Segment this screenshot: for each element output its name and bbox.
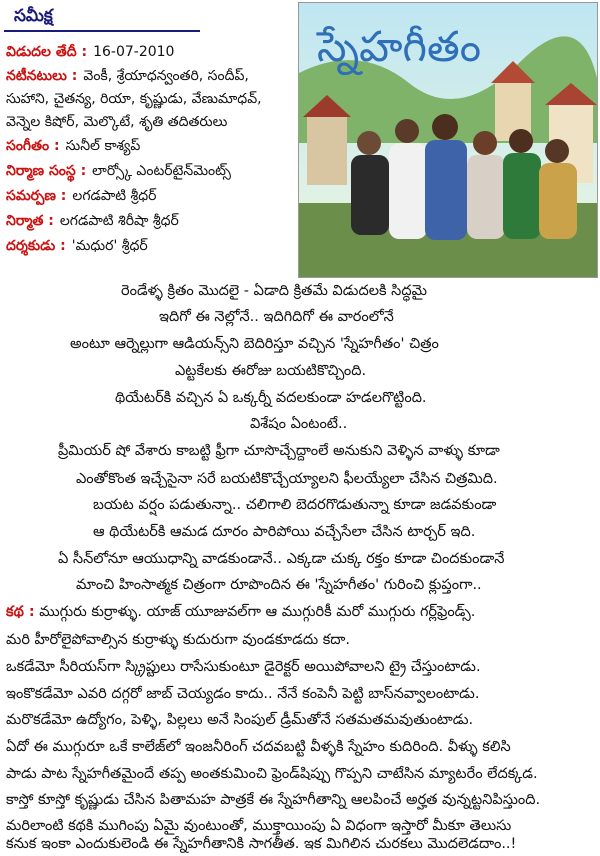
release-label: విడుదల తేదీ : [6, 44, 88, 60]
music-value: సునీల్ కాశ్యప్ [65, 138, 141, 154]
presenter-label: సమర్పణ : [6, 188, 67, 204]
story-line: ఏదో ఈ ముగ్గురూ ఒకే కాలేజ్‌లో ఇంజనీరింగ్ చదవబట్టి వీళ్ళకి స్నేహం కుదిరింది. వీళ్ళు కలిసి [6, 739, 511, 755]
producer-label: నిర్మాత : [6, 213, 54, 229]
director-label: దర్శకుడు : [6, 238, 66, 254]
story-line: పాడు పాట స్నేహగీతమైందే తప్ప అంతకుమించి ఫ్రెండ్‌షిప్పు గొప్పని చాటేసిన మ్యాటరేం లేదక్కడ. [6, 766, 538, 782]
intro-line: ఇదిగో ఈ నెల్లోనే.. ఇదిగిదిగో ఈ వారంలోనే [159, 309, 394, 325]
intro-line: ఎంతోకొంత ఇచ్చేసైనా సరే బయటికొచ్చేయ్యాలని ఫీలయ్యేలా చేసిన చిత్రమిది. [76, 471, 498, 487]
intro-line: ఆ థియేటర్‌కి ఆమడ దూరం పారిపోయి వచ్చేసేలా చేసిన టార్చర్ ఇది. [93, 524, 476, 540]
cast-label: నటీనటులు : [6, 68, 78, 84]
intro-line: బయట వర్షం పడుతున్నా.. చలిగాలి బెదరగొడుతున్నా కూడా జడవకుండా [93, 497, 497, 513]
intro-line: విశేషం ఏంటంటే.. [250, 416, 348, 432]
cast-value-3: వెన్నెల కిషోర్, మెల్కొటే, శృతి తదితరులు [6, 114, 228, 130]
intro-line: థియేటర్‌కి వచ్చిన ఏ ఒక్కర్నీ వదలకుండా హడలగొట్టింది. [115, 390, 427, 406]
story-line: మరొకడేమో ఉద్యోగం, పెళ్ళి, పిల్లలు అనే సింపుల్ డ్రీమ్‌తోనే సతమతమవుతుంటాడు. [6, 712, 474, 728]
music-label: సంగీతం : [6, 138, 60, 154]
story-line: మరి హీరోలైపోవాల్సిన కుర్రాళ్ళు కుదురుగా వుండకూడదు కదా. [6, 632, 350, 648]
intro-line: ఎట్టకేలకు ఈరోజు బయటికొచ్చింది. [175, 363, 367, 379]
intro-line: ప్రీమియర్ షో వేశారు కాబట్టి ఫ్రీగా చూసొచ్చేద్దాంలే అనుకుని వెళ్ళిన వాళ్ళు కూడా [58, 443, 500, 459]
production-label: నిర్మాణ సంస్థ : [6, 163, 87, 179]
intro-line: ఏ సీన్‌లోనూ ఆయుధాన్ని వాడకుండానే.. ఎక్కడా చుక్క రక్తం కూడా చిందకుండానే [58, 551, 505, 567]
production-value: లార్స్కో ఎంటర్‌టైన్‌మెంట్స్ [92, 163, 231, 179]
story-label: కథ : [6, 604, 35, 620]
cast-value-1: వెంకీ, శ్రేయాధన్వంతరి, సందీప్, [83, 68, 249, 84]
poster-title: స్నేహగీతం [317, 22, 482, 71]
producer-value: లగడపాటి శిరీషా శ్రీధర్ [59, 213, 179, 229]
release-value: 16-07-2010 [93, 44, 175, 60]
director-value: 'మధుర' శ్రీధర్ [71, 238, 148, 254]
story-line: ఇంకొకడేమో ఎవరి దగ్గరో జాబ్ చెయ్యడం కాదు.. నేనే కంపెనీ పెట్టి బాస్‌నవ్వాలంటాడు. [6, 686, 480, 702]
review-title: సమీక్ష [14, 6, 53, 26]
cast-value-2: సుహాని, చైతన్య, రియా, కృష్ణుడు, వేణుమాధవ్, [6, 91, 262, 107]
intro-line: మాంచి హింసాత్మక చిత్రంగా రూపొందిన ఈ 'స్నేహగీతం' గురించి క్లుప్తంగా.. [76, 577, 482, 593]
intro-line: రెండేళ్ళ క్రితం మొదలై - ఏడాది క్రితమే విడుదలకి సిద్ధమై [121, 283, 427, 299]
presenter-value: లగడపాటి శ్రీధర్ [72, 188, 157, 204]
story-line-first [6, 604, 475, 624]
story-line: కాస్తో కూస్తో కృష్ణుడు చేసిన పితామహ పాత్రకే ఈ స్నేహగీతాన్ని ఆలపించే అర్హత వున్నట్టనిపిస్తుంది. [6, 792, 541, 808]
story-first-text: ముగ్గురు కుర్రాళ్ళు. యాజ్ యూజువల్‌గా ఆ ముగ్గురికీ మరో ముగ్గురు గర్ల్‌ఫ్రెండ్స్. [39, 604, 476, 620]
story-line: మరిలాంటి కథకి ముగింపు ఏమై వుంటుంతో, ముక్తాయింపు ఏ విధంగా ఇస్తారో మీకూ తెలుసు [6, 818, 512, 834]
intro-line: అంటూ ఆర్నెల్లుగా ఆడియన్స్‌ని బెదిరిస్తూ వచ్చిన 'స్నేహగీతం' చిత్రం [70, 336, 439, 352]
story-line: కనుక ఇంకా ఎందుకులెండి ఈ స్నేహగీతానికి సాగతీత. ఇక మిగిలిన చురకలు మొదలెడదాం..! [6, 836, 517, 852]
story-line: ఒకడేమో సీరియస్‌గా స్క్రిప్టులు రాసేసుకుంటూ డైరెక్టర్ అయిపోవాలని ట్రై చేస్తుంటాడు. [6, 659, 481, 675]
